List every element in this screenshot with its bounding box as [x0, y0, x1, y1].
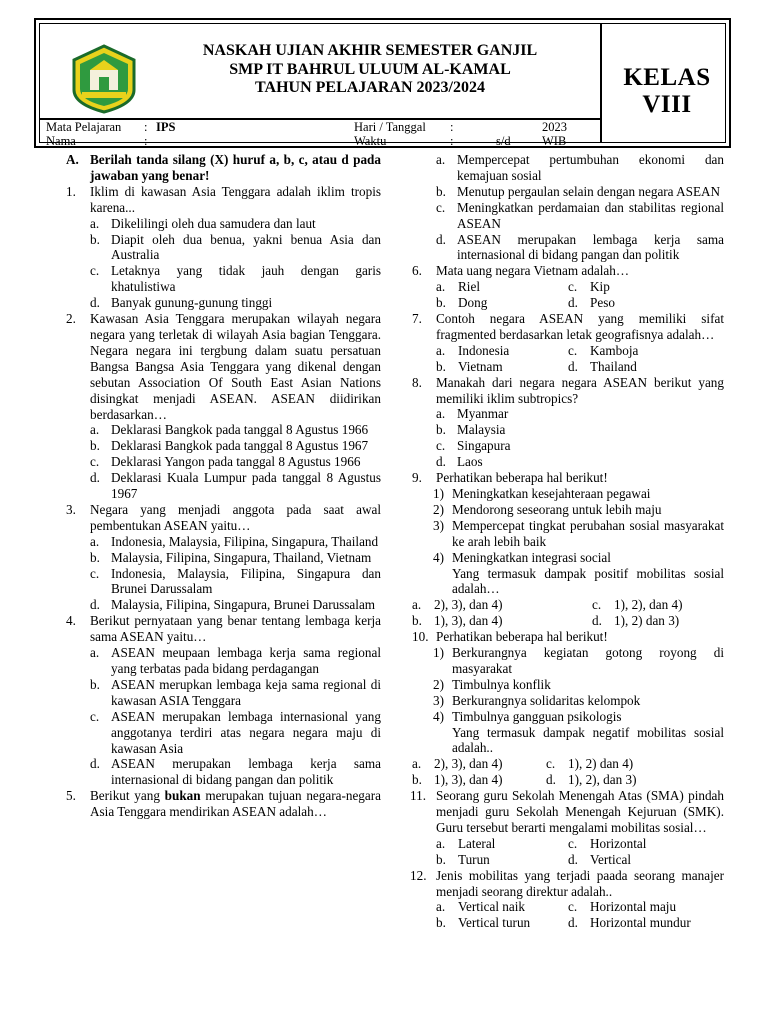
option-c[interactable]: c. Deklarasi Yangon pada tanggal 8 Agustus 1966: [90, 454, 361, 470]
options-row: [412, 343, 724, 359]
question-2: 2. Kawasan Asia Tenggara merupakan wilayah negara negara yang terletak di wilayah Asia bagian Tenggara. Negara negara ini tergbung dalam suatu persatuan Bangsa Bangsa Asia Tenggara yang dikenal dengan sebutan Association Of South East Asian Nations disingkat menjadi ASEAN. ASEAN diidirikan berdasarkan…: [66, 311, 381, 422]
option-d[interactable]: d. Deklarasi Kuala Lumpur pada tanggal 8 Agustus 1967: [90, 470, 381, 502]
option-b[interactable]: b. Malaysia: [436, 422, 506, 438]
option-d[interactable]: d. Malaysia, Filipina, Singapura, Brunei Darussalam: [90, 597, 376, 613]
academic-year: TAHUN PELAJARAN 2023/2024: [255, 79, 485, 96]
option-b[interactable]: b. Diapit oleh dua benua, yakni benua Asia dan Australia: [90, 231, 381, 263]
option-d[interactable]: d. Horizontal mundur: [568, 915, 691, 931]
option-c[interactable]: c. Singapura: [436, 438, 511, 454]
school-name: SMP IT BAHRUL ULUUM AL-KAMAL: [229, 60, 511, 78]
option-d[interactable]: d. ASEAN merupakan lembaga kerja sama internasional di bidang pangan dan politik: [436, 231, 724, 263]
option-a[interactable]: a. Myanmar: [436, 406, 509, 422]
options-row: [412, 836, 724, 852]
statement-item: 1) Meningkatkan kesejahteraan pegawai: [433, 485, 651, 501]
option-a[interactable]: a. 2), 3), dan 4): [412, 756, 503, 772]
option-a[interactable]: a. Dikelilingi oleh dua samudera dan laut: [90, 215, 316, 231]
subject-value: IPS: [156, 120, 176, 134]
option-d[interactable]: d. Banyak gunung-gunung tinggi: [90, 295, 273, 311]
option-d[interactable]: d. Peso: [568, 295, 615, 311]
option-c[interactable]: c. Horizontal maju: [568, 899, 677, 915]
date-label: Hari / Tanggal: [354, 120, 426, 134]
header-inner-border: [39, 23, 726, 148]
question-1: 1. Iklim di kawasan Asia Tenggara adalah iklim tropis karena...: [66, 183, 381, 215]
option-b[interactable]: b. 1), 3), dan 4): [412, 613, 503, 629]
question-prompt: Yang termasuk dampak positif mobilitas sosial adalah…: [452, 565, 724, 597]
option-d[interactable]: d. 1), 2), dan 3): [546, 772, 637, 788]
option-b[interactable]: b. Deklarasi Bangkok pada tanggal 8 Agustus 1967: [90, 438, 369, 454]
option-b[interactable]: b. Menutup pergaulan selain dengan negara ASEAN: [436, 183, 721, 199]
question-4: 4. Berikut pernyataan yang benar tentang lembaga kerja sama ASEAN yaitu…: [66, 613, 381, 645]
time-until: s/d: [496, 134, 511, 148]
option-c[interactable]: c. 1), 2) dan 4): [546, 756, 634, 772]
option-b[interactable]: b. ASEAN merupkan lembaga keja sama regional di kawasan ASIA Tenggara: [90, 676, 381, 708]
option-d[interactable]: d. 1), 2) dan 3): [592, 613, 680, 629]
options-row: [412, 295, 724, 311]
option-a[interactable]: a. Indonesia, Malaysia, Filipina, Singapura, Thailand: [90, 533, 379, 549]
question-8: 8. Manakah dari negara negara ASEAN berikut yang memiliki iklim subtropics?: [412, 374, 724, 406]
name-colon: :: [144, 134, 148, 148]
exam-title: NASKAH UJIAN AKHIR SEMESTER GANJIL: [202, 42, 538, 59]
question-7: 7. Contoh negara ASEAN yang memiliki sifat fragmented berdasarkan letak geografisnya adalah…: [412, 311, 724, 342]
option-a[interactable]: a. ASEAN meupaan lembaga kerja sama regional yang terbatas pada bidang perdagangan: [90, 645, 381, 676]
right-column: [412, 152, 724, 931]
statement-item: 1) Berkurangnya kegiatan gotong royong di masyarakat: [433, 645, 724, 676]
option-a[interactable]: a. Lateral: [436, 835, 496, 851]
question-3: 3. Negara yang menjadi anggota pada saat awal pembentukan ASEAN yaitu…: [66, 501, 381, 533]
options-row: [412, 756, 724, 772]
option-b[interactable]: b. 1), 3), dan 4): [412, 772, 503, 788]
statement-item: 3) Berkurangnya solidaritas kelompok: [433, 692, 641, 708]
statement-item: 2) Mendorong seseorang untuk lebih maju: [433, 501, 662, 517]
class-label: KELAS: [623, 64, 711, 91]
options-row: [412, 279, 724, 295]
question-6: 6. Mata uang negara Vietnam adalah…: [412, 263, 630, 279]
option-d[interactable]: d. Thailand: [568, 358, 637, 374]
date-colon: :: [450, 120, 454, 134]
question-prompt: Yang termasuk dampak negatif mobilitas sosial adalah..: [452, 724, 724, 756]
question-12: 12. Jenis mobilitas yang terjadi paada seorang manajer menjadi seorang direktur adalah..: [410, 867, 724, 899]
name-label: Nama: [46, 134, 76, 148]
subject-colon: :: [144, 120, 148, 134]
option-c[interactable]: c. Meningkatkan perdamaian dan stabilitas regional ASEAN: [436, 199, 724, 231]
option-c[interactable]: c. Kip: [568, 279, 610, 295]
option-c[interactable]: c. 1), 2), dan 4): [592, 597, 683, 613]
options-row: [412, 359, 724, 375]
statement-item: 3) Mempercepat tingkat perubahan sosial masyarakat ke arah lebih baik: [433, 517, 724, 549]
year-value: 2023: [542, 120, 567, 134]
exam-info: [40, 118, 600, 150]
subject-label: Mata Pelajaran: [46, 120, 122, 134]
time-colon: :: [450, 134, 454, 148]
option-a[interactable]: a. Vertical naik: [436, 899, 526, 915]
exam-header: [34, 18, 731, 148]
option-d[interactable]: d. Laos: [436, 454, 483, 470]
exam-titles: [140, 42, 600, 98]
options-row: [412, 613, 724, 629]
option-b[interactable]: b. Turun: [436, 851, 490, 867]
class-number: VIII: [642, 91, 692, 118]
option-c[interactable]: c. Horizontal: [568, 835, 647, 851]
question-5: 5. Berikut yang bukan merupakan tujuan negara-negara Asia Tenggara mendirikan ASEAN adalah…: [66, 788, 381, 820]
option-a[interactable]: a. Deklarasi Bangkok pada tanggal 8 Agustus 1966: [90, 422, 369, 438]
options-row: [412, 772, 724, 788]
options-row: [412, 899, 724, 915]
statement-item: 2) Timbulnya konflik: [433, 676, 551, 692]
option-a[interactable]: a. Riel: [436, 279, 480, 295]
statement-item: 4) Timbulnya gangguan psikologis: [433, 708, 622, 724]
option-b[interactable]: b. Vertical turun: [436, 915, 531, 931]
question-10: 10. Perhatikan beberapa hal berikut!: [412, 629, 608, 645]
left-column: [66, 152, 381, 820]
class-box: [600, 24, 732, 142]
option-a[interactable]: a. 2), 3), dan 4): [412, 597, 503, 613]
question-9: 9. Perhatikan beberapa hal berikut!: [412, 470, 608, 486]
option-a[interactable]: a. Mempercepat pertumbuhan ekonomi dan kemajuan sosial: [436, 152, 724, 183]
options-row: [412, 915, 724, 931]
option-d[interactable]: d. ASEAN merupakan lembaga kerja sama internasional di bidang pangan dan politik: [90, 756, 381, 788]
option-c[interactable]: c. ASEAN merupakan lembaga internasional yang anggotanya terdiri atas negara negara maju di kawasan Asia: [90, 708, 381, 756]
option-b[interactable]: b. Malaysia, Filipina, Singapura, Thailand, Vietnam: [90, 549, 372, 565]
options-row: [412, 597, 724, 613]
school-logo-icon: [68, 44, 140, 114]
option-c[interactable]: c. Letaknya yang tidak jauh dengan garis khatulistiwa: [90, 263, 381, 295]
option-c[interactable]: c. Kamboja: [568, 342, 639, 358]
option-d[interactable]: d. Vertical: [568, 851, 632, 867]
question-11: 11. Seorang guru Sekolah Menengah Atas (SMA) pindah menjadi guru Sekolah Menengah Kejuruan (SMK). Guru tersebut berarti mengalami mobilitas sosial…: [410, 788, 724, 835]
option-c[interactable]: c. Indonesia, Malaysia, Filipina, Singapura dan Brunei Darussalam: [90, 565, 381, 597]
option-b[interactable]: b. Vietnam: [436, 358, 503, 374]
instructions: A. Berilah tanda silang (X) huruf a, b, c, atau d pada jawaban yang benar!: [66, 152, 381, 183]
option-b[interactable]: b. Dong: [436, 295, 488, 311]
statement-item: 4) Meningkatkan integrasi social: [433, 549, 611, 565]
options-row: [412, 852, 724, 868]
option-a[interactable]: a. Indonesia: [436, 342, 510, 358]
time-label: Waktu: [354, 134, 387, 148]
time-zone: WIB: [542, 134, 567, 148]
